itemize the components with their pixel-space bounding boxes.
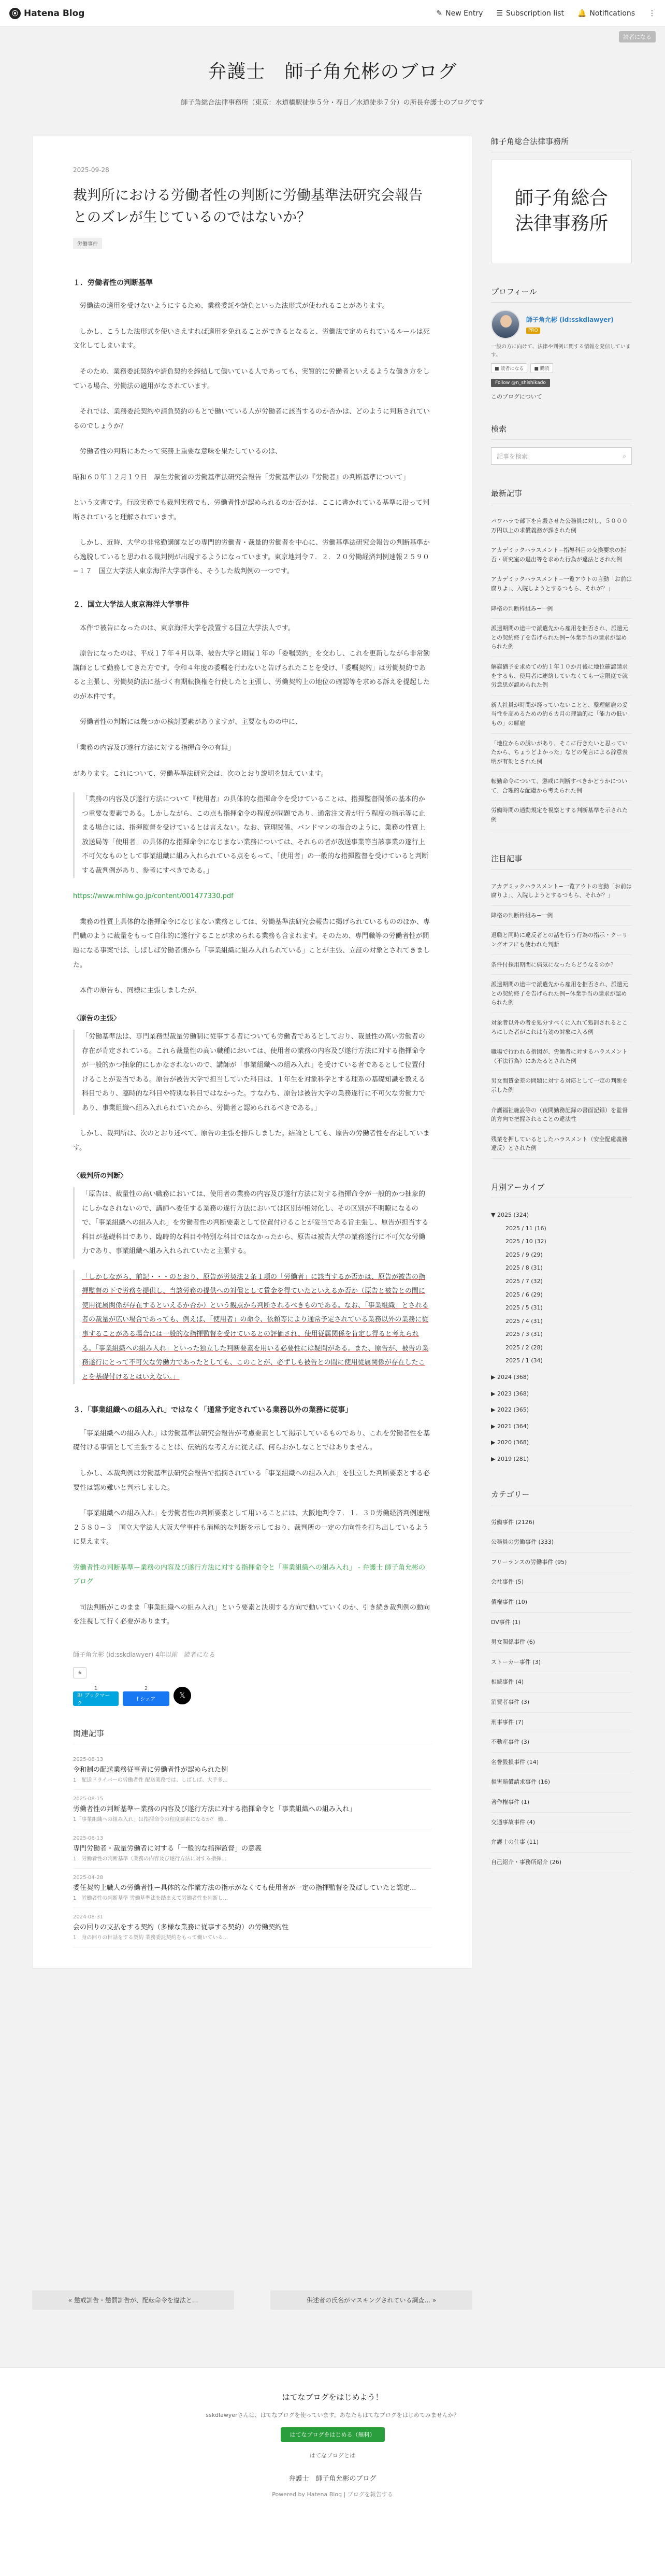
about-blog-link[interactable]: このブログについて bbox=[491, 393, 542, 400]
main-article bbox=[32, 136, 472, 1969]
paragraph: しかし、本裁判例は労働基準法研究会報告で指摘されている「事業組織への組み入れ」を独立した判断要素とする必要性は認め難いと判示しました。 bbox=[73, 1469, 430, 1492]
blockquote: 「業務の内容及び遂行方法について『使用者』の具体的な指揮命令を受けていることは、指揮監督関係の基本的かつ重要な要素である。しかしながら、この点も指揮命令の程度が問題であり、通常注文者が行う程度の指示等に止まる場合には、指揮監督を受けているとは言えない。なお、管理関係、バンドマンの場合のように、業務の性質上放送局等「使用者」の具体的な指揮命令になじまない業務については、それらの者が放送事業等当該事業の遂行上不可欠なものとして事業組織に組み入れられている点をもって、「使用者」の一般的な指揮監督を受けていると判断する裁判例があり、参考にすべきである。」 bbox=[73, 792, 431, 878]
x-share-button[interactable] bbox=[174, 1687, 191, 1704]
profile-description: 一般の方に向けて、法律や判例に関する情報を発信しています。 bbox=[491, 344, 631, 358]
related-snippet: 1 労働者性の判断基準 労働基準法を踏まえて労働者性を判断し... bbox=[73, 1895, 228, 1901]
popular-item[interactable]: 残業を押しているとしたハラスメント（安全配慮義務違反）とされた例 bbox=[491, 1130, 632, 1159]
firm-logo-image[interactable] bbox=[491, 160, 632, 263]
category-item[interactable]: ストーカー事件 (3) bbox=[491, 1653, 632, 1673]
hatena-bookmark-group bbox=[73, 1686, 119, 1706]
archive-month[interactable]: 2025 / 6 (29) bbox=[505, 1291, 543, 1298]
popular-item[interactable]: 派遣期間の途中で派遣先から雇用を拒否され、派遣元との契約終了を告げられた例−休業手当の請求が認められた例 bbox=[491, 975, 632, 1013]
entry-footer bbox=[73, 1650, 431, 1706]
archive-module bbox=[491, 1182, 632, 1466]
related-item[interactable] bbox=[73, 1908, 431, 1947]
facebook-share-group bbox=[123, 1686, 169, 1706]
blog-title[interactable]: 弁護士 師子角允彬のブログ bbox=[208, 61, 457, 82]
related-date: 2025-06-13 bbox=[73, 1835, 104, 1841]
recent-item[interactable]: 「地位からの誘いがあり、そこに行きたいと思っていたから、ちょうどよかった」などの発言による辞意表明が有効とされた例 bbox=[491, 734, 632, 772]
notifications-button[interactable] bbox=[577, 9, 635, 18]
related-snippet: 1 配送ドライバーの労働者性 配送業務では、しばしば、大手多... bbox=[73, 1777, 228, 1783]
next-entry-link[interactable]: 供述者の氏名がマスキングされている調査... » bbox=[270, 2290, 472, 2310]
firm-title: 師子角総合法律事務所 bbox=[491, 136, 632, 152]
profile-title: プロフィール bbox=[491, 286, 632, 303]
avatar[interactable] bbox=[491, 310, 520, 339]
hb-count: 1 bbox=[94, 1685, 98, 1691]
archive-month[interactable]: 2025 / 10 (32) bbox=[505, 1238, 546, 1245]
archive-title: 月別アーカイブ bbox=[491, 1182, 632, 1198]
search-input[interactable] bbox=[491, 447, 632, 465]
recent-module bbox=[491, 488, 632, 830]
hatena-logo-icon: ⦿ bbox=[9, 8, 21, 19]
site-footer bbox=[0, 2367, 665, 2576]
archive-month[interactable]: 2025 / 2 (28) bbox=[505, 1344, 543, 1351]
paragraph: 本件で被告になったのは、東京海洋大学を設置する国立大学法人です。 bbox=[80, 624, 295, 632]
firm-module bbox=[491, 136, 632, 263]
x-icon: 𝕏 bbox=[179, 1691, 185, 1700]
recent-item[interactable]: 転勤命令について、懲戒に判断すべきかどうかについて、合理的な配慮から考えられた例 bbox=[491, 772, 632, 801]
start-blog-button[interactable]: はてなブログをはじめる（無料） bbox=[281, 2427, 385, 2442]
archive-year[interactable]: ▶ 2019 (281) bbox=[491, 1456, 529, 1463]
entry-body bbox=[73, 276, 431, 1629]
list-icon: ☰ bbox=[496, 9, 503, 18]
category-item[interactable]: 不動産事件 (3) bbox=[491, 1732, 632, 1753]
recent-item[interactable]: アカデミックハラスメント−一覧アウトの言動「お前は腐りよ」、入院しようとするつもら、それが？」 bbox=[491, 570, 632, 599]
add-star-button[interactable] bbox=[73, 1667, 86, 1678]
related-blog-link[interactable]: 労働者性の判断基準ー業務の内容及び遂行方法に対する指揮命令と「事業組織への組み入れ」 - 弁護士 師子角允彬のブログ bbox=[73, 1563, 426, 1586]
archive-year[interactable]: ▶ 2023 (368) bbox=[491, 1390, 529, 1397]
entry-title[interactable]: 裁判所における労働者性の判断に労働基準法研究会報告とのズレが生じているのではないか？ bbox=[73, 188, 423, 225]
follow-button[interactable]: Follow @n_shishikado bbox=[491, 379, 550, 387]
paragraph: 司法判断がこのまま「事業組織への組み入れ」という要素と決別する方向で動いていくのか、引き続き裁判例の動向を注視して行く必要があります。 bbox=[73, 1603, 430, 1626]
related-date: 2025-04-28 bbox=[73, 1874, 104, 1881]
section-heading: １．労働者性の判断基準 bbox=[73, 278, 153, 287]
footer-subtitle: sskdlawyerさんは、はてなブログを使っています。あなたもはてなブログをはじめてみませんか？ bbox=[206, 2412, 459, 2418]
paragraph: 本件の原告も、同様に主張しましたが、 bbox=[80, 987, 201, 995]
menu-icon[interactable]: ⋮ bbox=[648, 9, 656, 18]
subscribe-reader-button[interactable]: 読者になる bbox=[619, 31, 656, 42]
recent-item[interactable]: 解雇猶予を求めての約１年１０か月後に地位確認請求をするも、使用者に連絡していなくても一定限度で就労意思が認められた例 bbox=[491, 657, 632, 695]
subscription-list-button[interactable] bbox=[496, 9, 564, 18]
fb-count: 2 bbox=[144, 1685, 148, 1691]
author-line[interactable]: 師子角允彬 (id:sskdlawyer) 4年以前 読者になる bbox=[73, 1650, 215, 1658]
footer-blog-name[interactable]: 弁護士 師子角允彬のブログ bbox=[288, 2475, 377, 2483]
archive-year[interactable]: ▶ 2022 (365) bbox=[491, 1406, 529, 1414]
recent-item[interactable]: アカデミックハラスメント−指導科目の交換要求の拒否・研究室の退出等を求めた行為が違法とされた例 bbox=[491, 540, 632, 570]
category-item[interactable]: 消費者事件 (3) bbox=[491, 1692, 632, 1713]
recent-item[interactable]: 派遣期間の途中で派遣先から雇用を拒否され、派遣元との契約終了を告げられた例−休業手当の請求が認められた例 bbox=[491, 619, 632, 657]
popular-module bbox=[491, 853, 632, 1159]
paragraph: 労働者性の判断には幾つかの検討要素がありますが、主要なものの中に、 bbox=[80, 718, 302, 727]
related-title-text[interactable]: 委任契約上職人の労働者性ー具体的な作業方法の指示がなくても使用者が一定の指揮監督を及ぼしていたと認定... bbox=[73, 1884, 416, 1892]
subheading: 〈原告の主張〉 bbox=[73, 1014, 121, 1022]
paragraph: しかし、近時、大学の非常勤講師などの専門的労働者・裁量的労働者を中心に、労働基準法研究会報告の判断基準から逸脱していると思われる裁判例が出現するようになっています。東京地判令７．２．２０労働経済判例速報２５９０−１７ 国立大学法人東京海洋大学事件も、そうした裁判例の一つです。 bbox=[73, 539, 430, 576]
related-date: 2025-08-13 bbox=[73, 1756, 104, 1762]
paragraph: 労働法の適用を受けないようにするため、業務委託や請負といった法形式が使われることがあります。 bbox=[80, 302, 389, 310]
profile-name[interactable]: 師子角允彬 (id:sskdlawyer) bbox=[526, 316, 614, 323]
new-entry-button[interactable] bbox=[436, 9, 483, 18]
star-icon: ★ bbox=[77, 1669, 82, 1676]
category-item[interactable]: 損害賠償請求事件 (16) bbox=[491, 1772, 632, 1792]
archive-month[interactable]: 2025 / 11 (16) bbox=[505, 1225, 546, 1232]
category-item[interactable]: 名誉毀損事件 (14) bbox=[491, 1753, 632, 1773]
archive-month[interactable]: 2025 / 3 (31) bbox=[505, 1331, 543, 1338]
search-icon[interactable]: ⌕ bbox=[623, 452, 626, 460]
popular-item[interactable]: 対象者以外の者を処分すべくに入れて処罰されるところにした者がこれは有効の対象に入る例 bbox=[491, 1013, 632, 1042]
category-item[interactable]: 公務員の労働事件 (333) bbox=[491, 1532, 632, 1553]
search-title: 検索 bbox=[491, 423, 632, 440]
category-item[interactable]: 著作権事件 (1) bbox=[491, 1792, 632, 1813]
paragraph: 労働者性の判断にあたって実務上重要な意味を果たしているのは、 bbox=[80, 448, 282, 456]
popular-item[interactable]: 職場で行われる指図が、労働者に対するハラスメント（不法行為）にあたるとされた例 bbox=[491, 1042, 632, 1071]
notifications-label: Notifications bbox=[589, 9, 635, 18]
category-item[interactable]: 交通事故事件 (4) bbox=[491, 1813, 632, 1833]
related-title-text[interactable]: 令和制の配送業務従事者に労働者性が認められた例 bbox=[73, 1766, 228, 1774]
archive-month[interactable]: 2025 / 5 (31) bbox=[505, 1304, 543, 1312]
logo-text: Hatena Blog bbox=[24, 8, 85, 19]
subscription-label: Subscription list bbox=[505, 9, 564, 18]
popular-item[interactable]: 介護福祉施設等の（夜間勤務記録の書面記録）を監督的方向で把握されることの違法性 bbox=[491, 1101, 632, 1130]
blog-description: 師子角総合法律事務所（東京：水道橋駅徒歩５分・春日／水道徒歩７分）の所長弁護士のブログです bbox=[181, 99, 484, 107]
paragraph: 原告になったのは、平成１７年４月以降、被告大学と期間１年の「委嘱契約」を交わし、これを更新しながら非常勤講師として勤務してきた方です。令和４年度の委嘱を行わないと告げられたことを受け、「委嘱契約」は労働契約であると主張し、労働契約法に基づく有期転換権を行使したと主張し、労働契約上の地位の確認等を求める訴えを提起したのが本件です。 bbox=[73, 650, 430, 701]
hatena-blog-logo[interactable] bbox=[9, 8, 84, 19]
pager bbox=[32, 2290, 472, 2310]
paragraph: 昭和６０年１２月１９日 厚生労働省の労働基準法研究会報告「労働基準法の『労働者』の判断基準について」 bbox=[73, 473, 410, 481]
related-title-text[interactable]: 労働者性の判断基準ー業務の内容及び遂行方法に対する指揮命令と「事業組織への組み入れ」 bbox=[73, 1805, 356, 1813]
category-item[interactable]: 弁護士の仕事 (11) bbox=[491, 1832, 632, 1853]
search-module bbox=[491, 423, 632, 465]
related-date: 2025-08-15 bbox=[73, 1796, 104, 1802]
category-module bbox=[491, 1489, 632, 1873]
category-item[interactable]: 労働事件 (2126) bbox=[491, 1513, 632, 1533]
paragraph: 「事業組織への組み入れ」を労働者性の判断要素として用いることには、大阪地判令７．１．３０労働経済判例速報２５８０−３ 国立大学法人大阪大学事件も消極的な判断を示しており、裁判所の一定の方向性を打ち出しているように見えます。 bbox=[73, 1510, 430, 1546]
archive-month[interactable]: 2025 / 8 (31) bbox=[505, 1264, 543, 1272]
archive-year[interactable]: ▶ 2024 (368) bbox=[491, 1374, 529, 1381]
profile-module bbox=[491, 286, 632, 401]
related-list bbox=[73, 1750, 431, 1947]
footer-title: はてなブログをはじめよう！ bbox=[282, 2393, 383, 2402]
category-item[interactable]: 債権事件 (10) bbox=[491, 1592, 632, 1613]
entry-date[interactable]: 2025-09-28 bbox=[73, 166, 109, 174]
global-header bbox=[0, 0, 665, 27]
facebook-share-button[interactable]: f シェア bbox=[123, 1691, 169, 1706]
paragraph: 「事業組織への組み入れ」は労働基準法研究会報告が考慮要素として掲示しているものであり、これを労働者性を基礎付ける事情として主張することは、伝統的な考え方に従えば、何らおかしなことではありません。 bbox=[73, 1429, 430, 1452]
related-item[interactable] bbox=[73, 1869, 431, 1908]
popular-item[interactable]: アカデミックハラスメント−一覧アウトの言動「お前は腐りよ」、入院しようとするつもら、それが？」 bbox=[491, 877, 632, 906]
sidebar bbox=[491, 136, 632, 1895]
recent-item[interactable]: 新人社員が時間が経っていないことと、整理解雇の妥当性を高めるための約６カ月の理論的に「能力の低いもの」の解雇 bbox=[491, 695, 632, 734]
feed-mini-button[interactable]: ■ 購読 bbox=[530, 363, 553, 373]
archive-month[interactable]: 2025 / 9 (29) bbox=[505, 1251, 543, 1258]
paragraph: しかし、こうした法形式を使いさえすれば適用を免れることができるとなると、労働法で定められているルールは死文化してしまいます。 bbox=[73, 328, 430, 350]
prev-entry-link[interactable]: « 懲戒訓告・懲罰訓告が、配転命令を違法と... bbox=[32, 2290, 234, 2310]
category-item[interactable]: フリーランスの労働事件 (95) bbox=[491, 1553, 632, 1573]
paragraph: があります。これについて、労働基準法研究会は、次のとおり説明を加えています。 bbox=[73, 770, 328, 778]
pencil-icon: ✎ bbox=[436, 9, 443, 18]
category-item[interactable]: 刑事事件 (7) bbox=[491, 1713, 632, 1733]
section-heading: ３．「事業組織への組み入れ」ではなく「通常予定されている業務以外の業務に従事」 bbox=[73, 1406, 352, 1415]
related-item[interactable] bbox=[73, 1790, 431, 1829]
paragraph: という文書です。行政実務でも裁判実務でも、労働者性が認められるのか否かは、ここに書かれている基準に沿って判断されていると理解されています。 bbox=[73, 499, 429, 521]
popular-title: 注目記事 bbox=[491, 853, 632, 870]
related-item[interactable] bbox=[73, 1829, 431, 1869]
popular-item[interactable]: 退職と同時に違反者との話を行う行為の指示・クーリングオフにも使われた判断 bbox=[491, 926, 632, 955]
archive-month[interactable]: 2025 / 1 (34) bbox=[505, 1357, 543, 1364]
subheading: 〈裁判所の判断〉 bbox=[73, 1172, 127, 1180]
popular-item[interactable]: 降格の判断枠組み−一例 bbox=[491, 906, 632, 926]
hatena-bookmark-button[interactable]: B! ブックマーク bbox=[73, 1691, 119, 1706]
related-title-text[interactable]: 会の回りの支払をする契約（多様な業務に従事する契約）の労働契約性 bbox=[73, 1923, 289, 1931]
related-date: 2024-08-31 bbox=[73, 1914, 104, 1920]
powered-by[interactable]: Powered by Hatena Blog | ブログを報告する bbox=[272, 2491, 393, 2498]
recent-item[interactable]: 労働時間の通勤規定を視察とする判断基準を示された例 bbox=[491, 801, 632, 830]
mhlw-link[interactable]: https://www.mhlw.go.jp/content/001477330.pdf bbox=[73, 892, 234, 901]
blockquote: 「しかしながら、前記・・・のとおり、原告が労契法２条１項の「労働者」に該当するか否かは、原告が被告の指揮監督の下で労務を提供し、当該労務の提供への対償として賃金を得ていたといえるか否か（原告と被告との間に使用従属関係が存在するといえるか否か）という観点から判断されるべきものである。なお、「事業組織」とされる者の裁量が広い場合であっても、例えば、「使用者」の命令、依頼等により通常予定されている業務以外の業務に従事することがある場合には一般的な指揮監督を受けているとの評価され、使用従属関係を肯定し得ると考えられる。「事業組織への組み入れ」といった独立した判断要素を用いる必要性には疑問がある。また、原告が、被告の業務遂行にとって不可欠な労働力であったとしても、このことが、必ずしも被告との間に使用従属関係が存在したことを基礎付けるとはいえない。」 bbox=[73, 1270, 431, 1384]
archive-year[interactable]: ▼ 2025 (324) bbox=[491, 1211, 529, 1218]
firm-image-text: 師子角総合 法律事務所 bbox=[514, 188, 608, 234]
blog-title-area bbox=[0, 27, 665, 107]
popular-item[interactable]: 男女間賃金差の問題に対する対応として一定の判断を示した例 bbox=[491, 1071, 632, 1100]
blockquote: 「原告は、裁量性の高い職務においては、使用者の業務の内容及び遂行方法に対する指揮命令が一般的かつ抽象的にしかなされないので、講師へ委任する業務の遂行方法においては区別が相対化し、その区別が不明瞭になるので、「事業組織への組み入れ」を労働者性の判断要素として位置付けることが妥当である旨主張し、原告が担当する科目が基礎科目であり、臨時的な科目や特別な科目ではなかったから、原告は被告大学の業務遂行に不可欠な労働力であり、事業組織へ組み入れられていたと主張する。 bbox=[73, 1187, 431, 1259]
paragraph: それでは、業務委託契約や請負契約のもとで働いている人が労働者に該当するのか否かは、どのように判断されているのでしょうか？ bbox=[73, 408, 430, 430]
entry-category[interactable]: 労働事件 bbox=[73, 238, 102, 249]
recent-title: 最新記事 bbox=[491, 488, 632, 504]
pro-badge: PRO bbox=[526, 328, 540, 334]
new-entry-label: New Entry bbox=[445, 9, 483, 18]
blockquote: 「労働基準法は、専門業務型裁量労働制に従事する者についても労働者であるとしており、裁量性の高い労働者の存在が肯定されている。これら裁量性の高い職種においては、使用者の業務の内容及び遂行方法に対する指揮命令が一般的かつ抽象的にしかなされないので、講師が「事業組織への組み入れ」を受けている者であるとして位置付けることが妥当である。原告が被告大学で担当していた科目は、１年生を対象科学とする理系の基礎知識を教える科目であり、臨時的な科目や特別な科目ではなかった。すなわち、原告は被告大学の業務遂行に不可欠な労働力であり、事業組織へ組み入れられていたから、労働者と認められるべきである。」 bbox=[73, 1030, 431, 1115]
related-item[interactable] bbox=[73, 1750, 431, 1790]
archive-year[interactable]: ▶ 2020 (368) bbox=[491, 1439, 529, 1446]
category-item[interactable]: 相続事件 (4) bbox=[491, 1672, 632, 1692]
category-item[interactable]: DV事件 (1) bbox=[491, 1613, 632, 1633]
paragraph: 「業務の内容及び遂行方法に対する指揮命令の有無」 bbox=[73, 744, 235, 752]
paragraph: そのため、業務委託契約や請負契約を締結して働いている人であっても、実質的に労働者といえるような働き方をしている場合、労働法の適用がなされています。 bbox=[73, 368, 430, 390]
paragraph: しかし、裁判所は、次のとおり述べて、原告の主張を排斥しました。結論としても、原告の労働者性を否定しています。 bbox=[73, 1130, 430, 1152]
category-item[interactable]: 男女関係事件 (6) bbox=[491, 1632, 632, 1653]
related-snippet: 1「事業組織への組み入れ」は指揮命令の程度要素になるか？ 働... bbox=[73, 1816, 228, 1823]
paragraph: 業務の性質上具体的な指揮命令になじまない業務としては、労働基準法研究会報告に掲げられているもののほか、専門職のように裁量をもって自律的に遂行することが求められる業務も含まれます。そのため、専門職等の労働者性が問題になる事案では、しばしば労働者側から「事業組織に組み入れられている」ことが主張、立証の対象とされてきました。 bbox=[73, 918, 430, 969]
related-title: 関連記事 bbox=[73, 1728, 431, 1744]
related-snippet: 1 身の回りの世話をする契約 業務委託契約をもって働いている... bbox=[73, 1934, 228, 1941]
archive-year[interactable]: ▶ 2021 (364) bbox=[491, 1422, 529, 1430]
search-placeholder: 記事を検索 bbox=[497, 452, 528, 460]
category-item[interactable]: 会社事件 (5) bbox=[491, 1572, 632, 1592]
related-title-text[interactable]: 専門労働者・裁量労働者に対する「一般的な指揮監督」の意義 bbox=[73, 1844, 262, 1853]
archive-month[interactable]: 2025 / 4 (31) bbox=[505, 1317, 543, 1325]
section-heading: ２．国立大学法人東京海洋大学事件 bbox=[73, 601, 189, 609]
about-hatena-blog-link[interactable]: はてなブログとは bbox=[309, 2452, 356, 2459]
related-snippet: 1 労働者性の判断基準（業務の内容及び遂行方法に対する指揮... bbox=[73, 1856, 226, 1862]
popular-item[interactable]: 条件付採用期間に病気になったらどうなるのか？ bbox=[491, 955, 632, 975]
category-title: カテゴリー bbox=[491, 1489, 632, 1505]
subscribe-mini-button[interactable]: ■ 読者になる bbox=[491, 363, 527, 373]
archive-month[interactable]: 2025 / 7 (32) bbox=[505, 1277, 543, 1285]
recent-item[interactable]: パワハラで部下を自殺させた公務員に対し、５０００万円以上の求償義務が課された例 bbox=[491, 511, 632, 540]
category-item[interactable]: 自己紹介・事務所紹介 (26) bbox=[491, 1853, 632, 1873]
recent-item[interactable]: 降格の判断枠組み−一例 bbox=[491, 599, 632, 619]
bell-icon: 🔔 bbox=[577, 9, 587, 18]
